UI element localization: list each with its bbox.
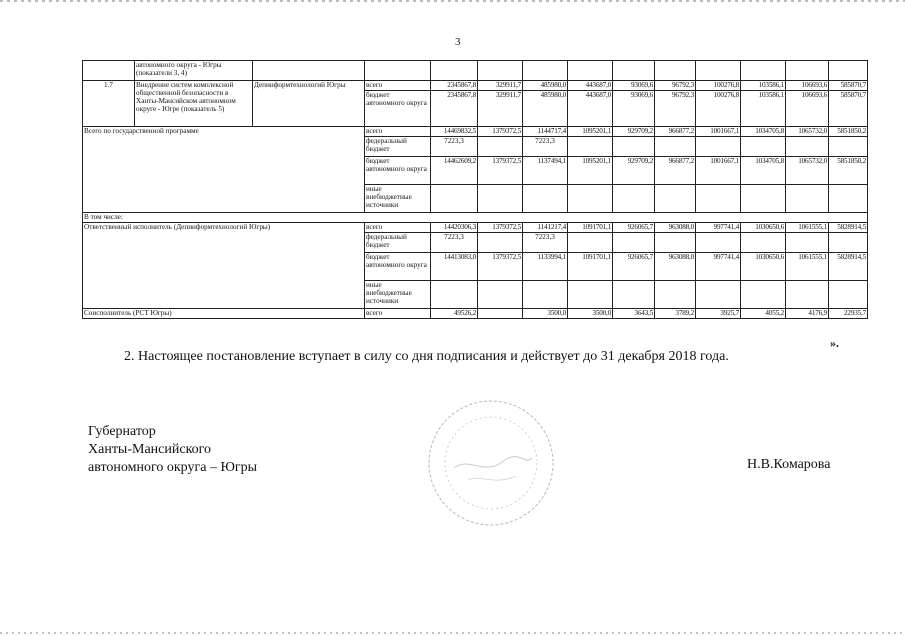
cell-value xyxy=(829,233,868,253)
cell-value: 1034705,8 xyxy=(741,127,786,137)
cell-value xyxy=(613,233,655,253)
scan-edge-top xyxy=(0,0,905,2)
cell-value: 14462609,2 xyxy=(431,157,478,185)
cell-value: 106693,6 xyxy=(786,91,829,127)
resolution-clause: 2. Настоящее постановление вступает в силу со дня подписания и действует до 31 декабря 2018 года. xyxy=(124,349,729,364)
cell-item-number: 1.7 xyxy=(83,81,135,127)
signatory-name: Н.В.Комарова xyxy=(747,457,831,472)
cell-value: 926065,7 xyxy=(613,223,655,233)
cell-value: 963088,0 xyxy=(655,253,696,281)
cell-value: 14413083,0 xyxy=(431,253,478,281)
cell-value: 2345867,8 xyxy=(431,81,478,91)
cell-value: 966877,2 xyxy=(655,157,696,185)
cell-value: 329911,7 xyxy=(478,81,523,91)
table-row xyxy=(83,223,868,233)
cell-value xyxy=(478,233,523,253)
cell-source: всего xyxy=(365,81,431,91)
table-row xyxy=(83,61,868,81)
cell-value xyxy=(613,137,655,157)
cell-value: 485980,0 xyxy=(523,91,568,127)
cell-value: 3925,7 xyxy=(696,309,741,319)
cell-source: федеральный бюджет xyxy=(365,233,431,253)
cell-value: 4176,9 xyxy=(786,309,829,319)
cell-value: 1379372,5 xyxy=(478,157,523,185)
budget-table xyxy=(82,60,868,319)
cell-value: 585870,7 xyxy=(829,91,868,127)
cell-value xyxy=(478,309,523,319)
cell-value: 5828914,5 xyxy=(829,223,868,233)
cell-source: всего xyxy=(365,223,431,233)
cell-value: 1133994,1 xyxy=(523,253,568,281)
cell-value: 1030650,6 xyxy=(741,223,786,233)
cell-value: 14420306,3 xyxy=(431,223,478,233)
cell-value: 585870,7 xyxy=(829,81,868,91)
cell-value: 3789,2 xyxy=(655,309,696,319)
page-number: 3 xyxy=(455,36,461,48)
cell-value: 49526,2 xyxy=(431,309,478,319)
cell-value xyxy=(568,233,613,253)
cell-value: 926065,7 xyxy=(613,253,655,281)
cell-value: 4055,2 xyxy=(741,309,786,319)
cell-source: иные внебюджетные источники xyxy=(365,281,431,309)
cell-value: 22935,7 xyxy=(829,309,868,319)
cell-program-total-label: Всего по государственной программе xyxy=(83,127,365,213)
cell-value: 1091701,1 xyxy=(568,253,613,281)
cell-value xyxy=(655,137,696,157)
cell-value: 443687,0 xyxy=(568,91,613,127)
cell-source: бюджет автономного округа xyxy=(365,253,431,281)
cell-value: 1065732,0 xyxy=(786,157,829,185)
cell-value: 96792,3 xyxy=(655,81,696,91)
cell-value: 100276,8 xyxy=(696,91,741,127)
cell-value xyxy=(829,137,868,157)
cell-source: бюджет автономного округа xyxy=(365,157,431,185)
cell-value xyxy=(741,137,786,157)
cell-value xyxy=(655,233,696,253)
cell-value: 5851850,2 xyxy=(829,127,868,137)
cell-value: 966877,2 xyxy=(655,127,696,137)
cell-source: иные внебюджетные источники xyxy=(365,185,431,213)
cell-including-label: В том числе: xyxy=(83,213,868,223)
cell-value: 329911,7 xyxy=(478,91,523,127)
signatory-title-line-2: Ханты-Мансийского xyxy=(88,442,212,457)
cell-value: 963088,0 xyxy=(655,223,696,233)
cell-value xyxy=(568,137,613,157)
cell-value: 1034705,8 xyxy=(741,157,786,185)
cell-value: 5851850,2 xyxy=(829,157,868,185)
signatory-title-line-3: автономного округа – Югры xyxy=(88,460,257,475)
cell-value: 1379372,5 xyxy=(478,127,523,137)
cell-value xyxy=(696,233,741,253)
cell-value: 100276,8 xyxy=(696,81,741,91)
cell-value: 1030650,6 xyxy=(741,253,786,281)
cell-value: 443687,0 xyxy=(568,81,613,91)
cell-value: 103586,1 xyxy=(741,81,786,91)
cell-source: бюджет автономного округа xyxy=(365,91,431,127)
cell-value xyxy=(478,137,523,157)
cell-value: 3643,5 xyxy=(613,309,655,319)
cell-value: 997741,4 xyxy=(696,253,741,281)
signatory-title-line-1: Губернатор xyxy=(88,424,156,439)
cell-value xyxy=(696,137,741,157)
cell-responsible-executor: Ответственный исполнитель (Депинформтехнологий Югры) xyxy=(83,223,365,309)
cell-value: 1065732,0 xyxy=(786,127,829,137)
cell-value: 93069,6 xyxy=(613,81,655,91)
cell-value: 93069,6 xyxy=(613,91,655,127)
scan-edge-bottom xyxy=(0,632,905,634)
cell-value: 1379372,5 xyxy=(478,223,523,233)
cell-value xyxy=(786,137,829,157)
cell-value: 1137494,1 xyxy=(523,157,568,185)
cell-value: 1091701,1 xyxy=(568,223,613,233)
cell-value: 3500,0 xyxy=(568,309,613,319)
cell-source: всего xyxy=(365,127,431,137)
table-row xyxy=(83,81,868,91)
table-row xyxy=(83,309,868,319)
cell-value: 1095201,1 xyxy=(568,127,613,137)
cell-value: 14469832,5 xyxy=(431,127,478,137)
cell-value: 929709,2 xyxy=(613,157,655,185)
cell-value: 5828914,5 xyxy=(829,253,868,281)
cell-value xyxy=(786,233,829,253)
cell-value: 929709,2 xyxy=(613,127,655,137)
cell-value: 1061555,1 xyxy=(786,253,829,281)
cell-value: 997741,4 xyxy=(696,223,741,233)
table-row xyxy=(83,127,868,137)
cell-value: 103586,1 xyxy=(741,91,786,127)
cell-activity-name: Внедрение систем комплексной общественной безопасности в Ханты-Мансийском автономном округе - Югре (показатель 5) xyxy=(135,81,253,127)
cell-value: 1141217,4 xyxy=(523,223,568,233)
cell-source: федеральный бюджет xyxy=(365,137,431,157)
cell-value: 1379372,5 xyxy=(478,253,523,281)
cell-value: 1061555,1 xyxy=(786,223,829,233)
closing-quote: ». xyxy=(830,336,839,350)
official-seal-stamp xyxy=(424,396,558,530)
cell-value: 106693,6 xyxy=(786,81,829,91)
cell-value: 1001667,1 xyxy=(696,157,741,185)
cell-value: 485980,0 xyxy=(523,81,568,91)
cell-value: 96792,3 xyxy=(655,91,696,127)
cell-co-executor: Соисполнитель (РСТ Югры) xyxy=(83,309,365,319)
cell-program-name: автономного округа - Югры (показатели 3, 4) xyxy=(135,61,253,81)
cell-source: всего xyxy=(365,309,431,319)
table-row xyxy=(83,213,868,223)
cell-executor: Депинформтехнологий Югры xyxy=(253,81,365,127)
cell-value: 1095201,1 xyxy=(568,157,613,185)
signature-block xyxy=(88,423,257,477)
cell-value: 3500,0 xyxy=(523,309,568,319)
cell-value: 1144717,4 xyxy=(523,127,568,137)
cell-value: 2345867,8 xyxy=(431,91,478,127)
cell-value xyxy=(741,233,786,253)
cell-value: 7223,3 xyxy=(431,137,478,157)
cell-value: 7223,3 xyxy=(523,137,568,157)
cell-value: 1001667,1 xyxy=(696,127,741,137)
cell-value: 7223,3 xyxy=(431,233,478,253)
cell-value: 7223,3 xyxy=(523,233,568,253)
